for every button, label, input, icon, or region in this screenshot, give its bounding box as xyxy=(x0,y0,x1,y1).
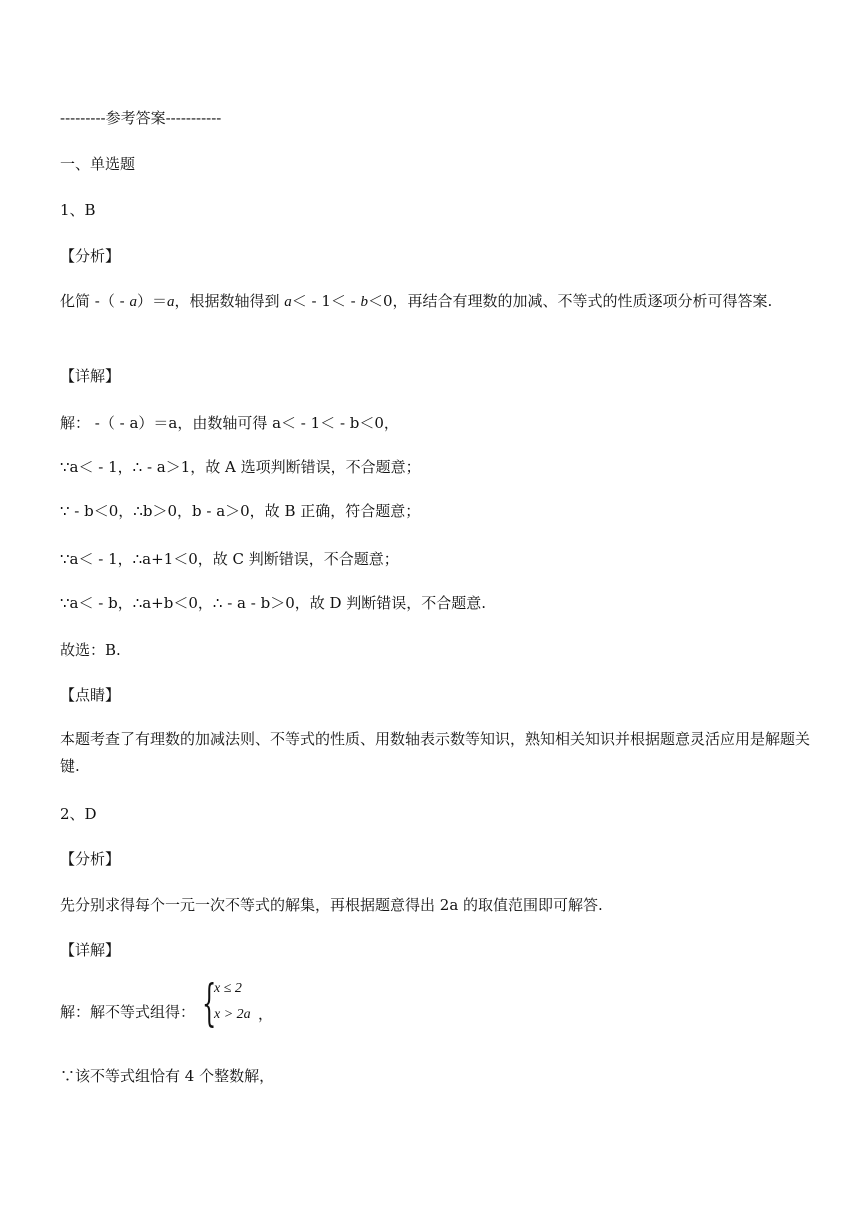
q1-detail-line-3: ∵ - b＜0，∴b＞0，b - a＞0，故 B 正确，符合题意； xyxy=(60,502,421,520)
left-brace: { xyxy=(202,974,217,1032)
section-title: 一、单选题 xyxy=(60,155,136,173)
q1-detail-line-2: ∵a＜ - 1，∴ - a＞1，故 A 选项判断错误，不合题意； xyxy=(60,458,421,476)
inequality-system xyxy=(202,974,274,1033)
answer-header: ---------参考答案----------- xyxy=(60,109,222,127)
inequality-line-2: x > 2a xyxy=(214,1007,251,1022)
question-2-number: 2、D xyxy=(60,805,97,823)
q1-analysis-text: 化简 -（ - a）＝a，根据数轴得到 a＜ - 1＜ - b＜0，再结合有理数的加减、不等式的性质逐项分析可得答案. xyxy=(60,292,773,310)
q2-detail-tag: 【详解】 xyxy=(60,941,121,959)
q1-analysis-tag: 【分析】 xyxy=(60,247,121,265)
q1-comment-tag: 【点睛】 xyxy=(60,686,121,704)
q1-detail-line-1: 解： -（ - a）＝a，由数轴可得 a＜ - 1＜ - b＜0， xyxy=(60,414,399,432)
q2-detail-prefix: 解：解不等式组得： xyxy=(60,1003,196,1021)
q1-detail-tag: 【详解】 xyxy=(60,367,121,385)
q1-choice: 故选：B. xyxy=(60,641,121,659)
q2-analysis-tag: 【分析】 xyxy=(60,850,121,868)
inequality-line-1: x ≤ 2 xyxy=(214,981,242,996)
q1-comment-text: 本题考查了有理数的加减法则、不等式的性质、用数轴表示数等知识，熟知相关知识并根据题意灵活应用是解题关键. xyxy=(60,730,811,775)
q1-detail-line-5: ∵a＜ - b，∴a+b＜0，∴ - a - b＞0，故 D 判断错误，不合题意. xyxy=(60,594,487,612)
q2-detail-line-2: ∵该不等式组恰有 4 个整数解， xyxy=(60,1067,275,1085)
q2-analysis-text: 先分别求得每个一元一次不等式的解集，再根据题意得出 2a 的取值范围即可解答. xyxy=(60,896,603,914)
question-1-number: 1、B xyxy=(60,201,96,219)
system-comma: ， xyxy=(258,1005,274,1023)
q1-detail-line-4: ∵a＜ - 1，∴a+1＜0，故 C 判断错误，不合题意； xyxy=(60,550,399,568)
